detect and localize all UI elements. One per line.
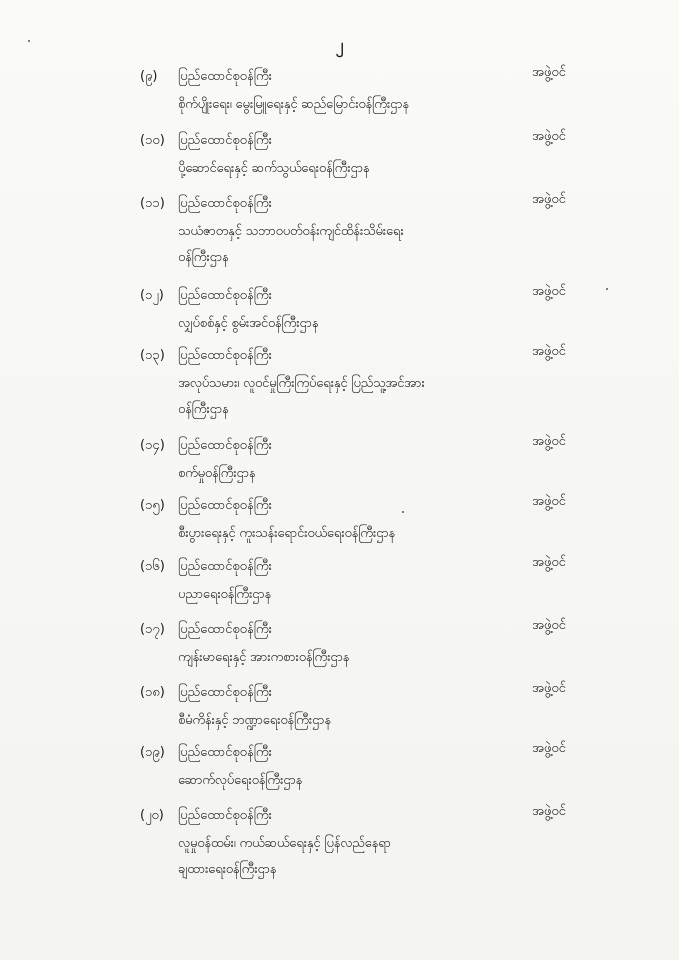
entry-title: ပြည်ထောင်စုဝန်ကြီး — [178, 69, 272, 84]
entry-role: အဖွဲ့ဝင် — [532, 741, 566, 756]
list-item — [140, 619, 610, 669]
entry-ministry: ပို့ဆောင်ရေးနှင့် ဆက်သွယ်ရေးဝန်ကြီးဌာန — [178, 161, 370, 176]
list-item — [140, 556, 610, 606]
page-number: ၂ — [335, 35, 344, 54]
entry-role: အဖွဲ့ဝင် — [532, 65, 566, 80]
entry-ministry: စိုက်ပျိုးရေး၊ မွေးမြူရေးနှင့် ဆည်မြောင်းဝန်ကြီးဌာန — [178, 97, 409, 112]
entry-title: ပြည်ထောင်စုဝန်ကြီး — [178, 438, 272, 453]
entry-title: ပြည်ထောင်စုဝန်ကြီး — [178, 745, 272, 760]
entry-ministry: သယံဇာတနှင့် သဘာဝပတ်ဝန်းကျင်ထိန်းသိမ်းရေး — [178, 224, 404, 239]
entry-ministry: စီမံကိန်းနှင့် ဘဏ္ဍာရေးဝန်ကြီးဌာန — [178, 713, 331, 728]
entry-ministry-continued: ဝန်ကြီးဌာန — [178, 402, 229, 417]
entry-ministry: အလုပ်သမား၊ လူဝင်မှုကြီးကြပ်ရေးနှင့် ပြည်သူ့အင်အား — [178, 376, 425, 391]
entry-number: (၁၁) — [140, 196, 165, 211]
entry-ministry: စက်မှုဝန်ကြီးဌာန — [178, 466, 256, 481]
entry-ministry: ပညာရေးဝန်ကြီးဌာန — [178, 587, 272, 602]
entry-role: အဖွဲ့ဝင် — [532, 192, 566, 207]
entry-role: အဖွဲ့ဝင် — [532, 129, 566, 144]
list-item — [140, 130, 610, 180]
entry-title: ပြည်ထောင်စုဝန်ကြီး — [178, 685, 272, 700]
entry-title: ပြည်ထောင်စုဝန်ကြီး — [178, 196, 272, 211]
entry-role: အဖွဲ့ဝင် — [532, 284, 566, 299]
entry-role: အဖွဲ့ဝင် — [532, 555, 566, 570]
entry-number: (၁၉) — [140, 745, 165, 760]
entry-role: အဖွဲ့ဝင် — [532, 434, 566, 449]
scan-speck — [28, 40, 30, 42]
entry-role: အဖွဲ့ဝင် — [532, 618, 566, 633]
list-item — [140, 66, 610, 116]
entry-number: (၁၀) — [140, 133, 165, 148]
list-item — [140, 193, 610, 269]
entry-number: (၂၀) — [140, 808, 164, 823]
entry-number: (၁၆) — [140, 559, 165, 574]
list-item — [140, 682, 610, 732]
entry-ministry: ကျန်းမာရေးနှင့် အားကစားဝန်ကြီးဌာန — [178, 650, 350, 665]
entry-number: (၁၄) — [140, 438, 165, 453]
list-item — [140, 805, 610, 881]
list-item — [140, 435, 610, 485]
entry-ministry: စီးပွားရေးနှင့် ကူးသန်းရောင်းဝယ်ရေးဝန်ကြီးဌာန — [178, 526, 396, 541]
entry-title: ပြည်ထောင်စုဝန်ကြီး — [178, 348, 272, 363]
entry-title: ပြည်ထောင်စုဝန်ကြီး — [178, 133, 272, 148]
entry-number: (၁၅) — [140, 498, 165, 513]
list-item — [140, 495, 610, 545]
entry-title: ပြည်ထောင်စုဝန်ကြီး — [178, 622, 272, 637]
entry-ministry: လူမှုဝန်ထမ်း၊ ကယ်ဆယ်ရေးနှင့် ပြန်လည်နေရာ — [178, 836, 391, 851]
entry-number: (၁၇) — [140, 622, 165, 637]
entry-number: (၁၂) — [140, 288, 164, 303]
entry-role: အဖွဲ့ဝင် — [532, 804, 566, 819]
list-item — [140, 742, 610, 792]
entry-title: ပြည်ထောင်စုဝန်ကြီး — [178, 808, 272, 823]
entry-number: (၁၃) — [140, 348, 165, 363]
entry-number: (၁၈) — [140, 685, 165, 700]
entry-role: အဖွဲ့ဝင် — [532, 681, 566, 696]
entry-ministry: ဆောက်လုပ်ရေးဝန်ကြီးဌာန — [178, 773, 303, 788]
entry-title: ပြည်ထောင်စုဝန်ကြီး — [178, 288, 272, 303]
entry-role: အဖွဲ့ဝင် — [532, 494, 566, 509]
list-item — [140, 285, 610, 335]
list-item — [140, 345, 610, 421]
entry-ministry-continued: ဝန်ကြီးဌာန — [178, 250, 229, 265]
entry-role: အဖွဲ့ဝင် — [532, 344, 566, 359]
entry-ministry-continued: ချထားရေးဝန်ကြီးဌာန — [178, 862, 277, 877]
entry-number: (၉) — [140, 69, 158, 84]
entry-title: ပြည်ထောင်စုဝန်ကြီး — [178, 559, 272, 574]
entry-ministry: လျှပ်စစ်နှင့် စွမ်းအင်ဝန်ကြီးဌာန — [178, 316, 319, 331]
entry-title: ပြည်ထောင်စုဝန်ကြီး — [178, 498, 272, 513]
